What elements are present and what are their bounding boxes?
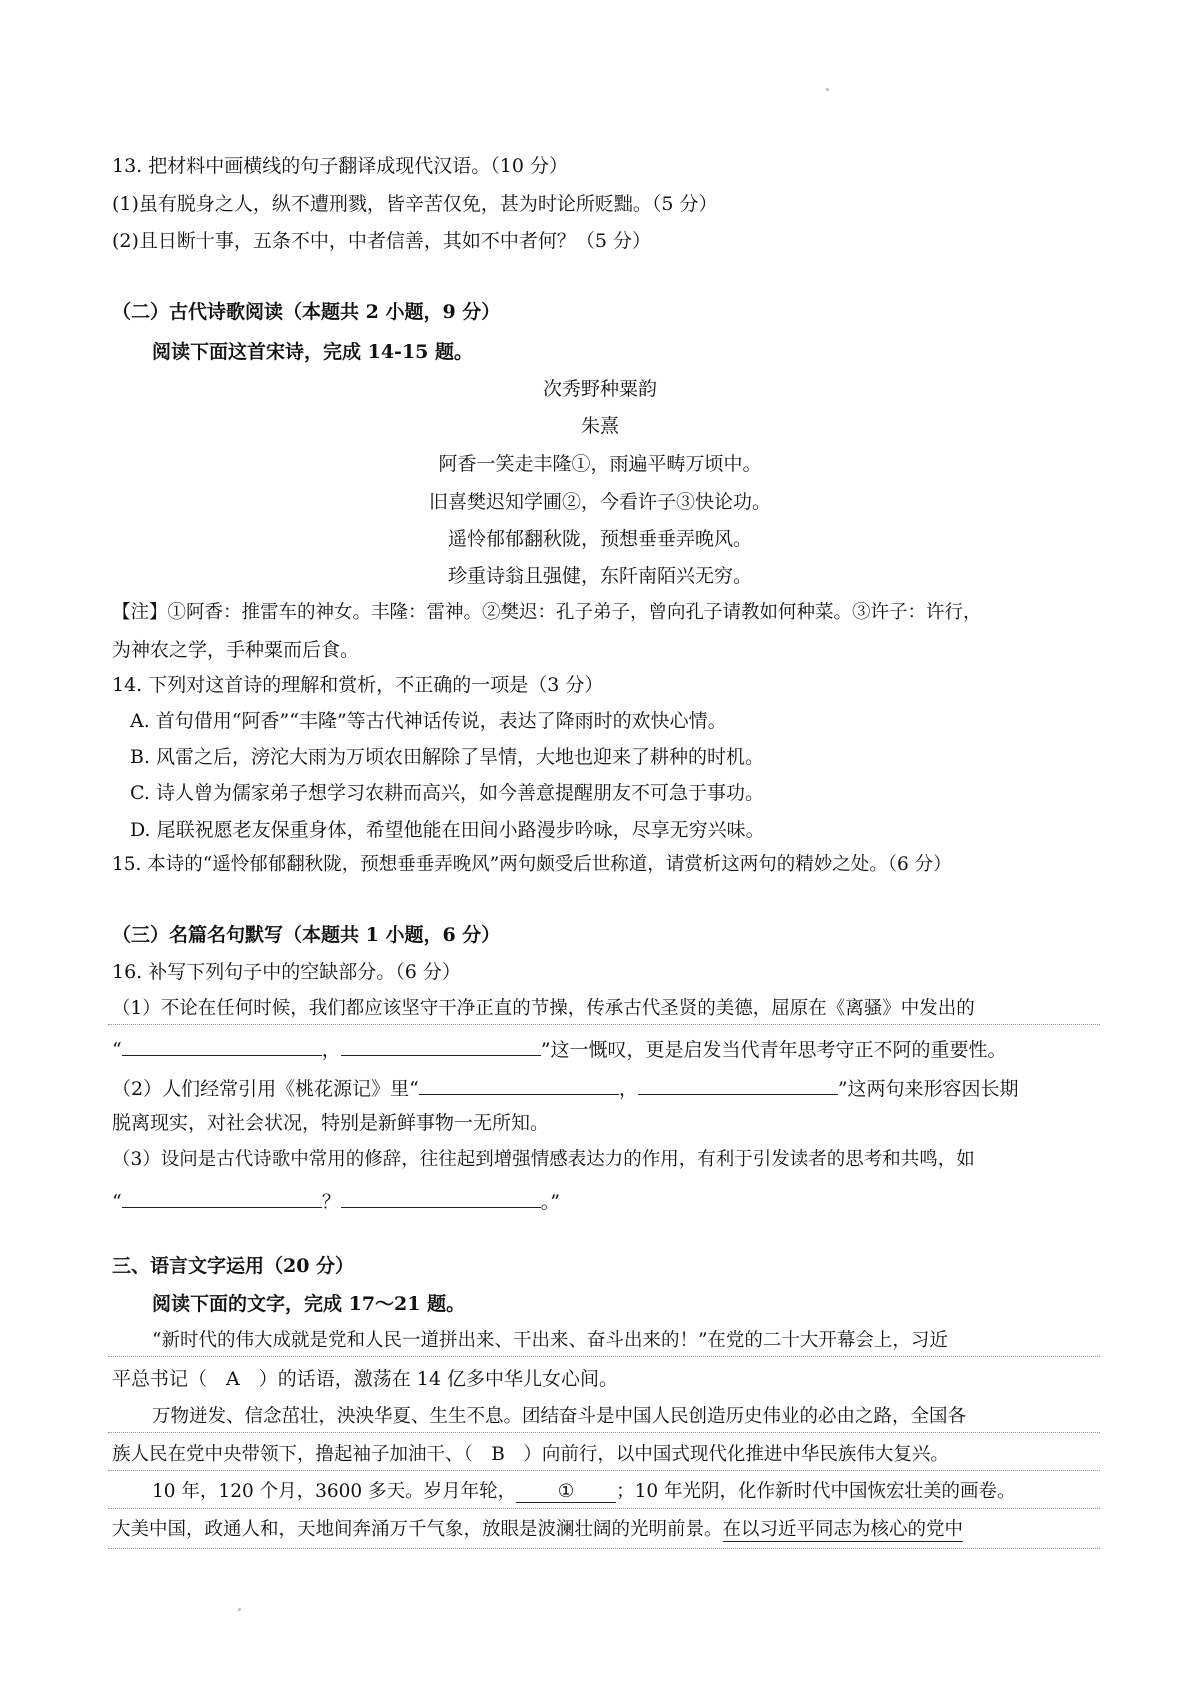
- poem-author: 朱熹: [580, 415, 619, 437]
- dotted-rule: [108, 1548, 1100, 1549]
- q16-part-3: （3）设问是古代诗歌中常用的修辞，往往起到增强情感表达力的作用，有利于引发读者的思考和共鸣，如: [112, 1149, 975, 1170]
- q16-part-1: （1）不论在任何时候，我们都应该坚守干净正直的节操，传承古代圣贤的美德，屈原在《离骚》中发出的: [112, 998, 975, 1019]
- poem-note-cont: 为神农之学，手种粟而后食。: [112, 639, 360, 661]
- open-quote: “: [112, 1039, 122, 1061]
- q14-option-d: D. 尾联祝愿老友保重身体，希望他能在田间小路漫步吟咏，尽享无穷兴味。: [130, 819, 765, 841]
- answer-blank[interactable]: [341, 1187, 541, 1208]
- question-mark: ？: [321, 1191, 341, 1213]
- q16-part-2-head: （2）人们经常引用《桃花源记》里“: [112, 1078, 419, 1100]
- close-quote: 。”: [540, 1191, 560, 1213]
- dotted-rule: [108, 1508, 1100, 1509]
- comma: ，: [618, 1078, 638, 1100]
- dotted-rule: [108, 1024, 1100, 1025]
- answer-blank[interactable]: [638, 1074, 838, 1095]
- passage-para-1-cont: 平总书记（ A ）的话语，激荡在 14 亿多中华儿女心间。: [112, 1368, 618, 1390]
- poem-note: 【注】①阿香：推雷车的神女。丰隆：雷神。②樊迟：孔子弟子，曾向孔子请教如何种菜。③许子：许行，: [112, 602, 982, 623]
- q14-title: 14. 下列对这首诗的理解和赏析，不正确的一项是（3 分）: [112, 674, 604, 696]
- q16-title: 16. 补写下列句子中的空缺部分。（6 分）: [112, 961, 461, 983]
- dotted-rule: [108, 1432, 1100, 1433]
- answer-blank[interactable]: [122, 1187, 322, 1208]
- answer-blank[interactable]: [419, 1074, 619, 1095]
- answer-blank[interactable]: [122, 1035, 322, 1056]
- passage-para-3-tail: ；10 年光阴，化作新时代中国恢宏壮美的画卷。: [616, 1481, 1016, 1502]
- section-3-heading: （三）名篇名句默写（本题共 1 小题，6 分）: [112, 924, 501, 946]
- underlined-sentence: 在以习近平同志为核心的党中: [722, 1519, 964, 1540]
- passage-para-2-cont: 族人民在党中央带领下，撸起袖子加油干、（ B ）向前行，以中国式现代化推进中华民族伟大复兴。: [112, 1444, 949, 1465]
- poem-line: 阿香一笑走丰隆①，雨遍平畴万顷中。: [438, 453, 762, 475]
- passage-para-3: [152, 1480, 1016, 1504]
- scan-speck: [826, 88, 829, 91]
- passage-para-1: “新时代的伟大成就是党和人民一道拼出来、干出来、奋斗出来的！”在党的二十大开幕会上，习近: [152, 1330, 948, 1351]
- dotted-rule: [108, 1356, 1100, 1357]
- passage-para-3-head: 10 年，120 个月，3600 多天。岁月年轮，: [152, 1481, 517, 1502]
- q14-option-a: A. 首句借用“阿香”“丰隆”等古代神话传说，表达了降雨时的欢快心情。: [130, 710, 727, 732]
- q13-sentence-1: (1)虽有脱身之人，纵不遭刑戮，皆辛苦仅免，甚为时论所贬黜。（5 分）: [112, 193, 718, 215]
- q16-part-1-blanks: [112, 1035, 1006, 1062]
- q15-title: 15. 本诗的“遥怜郁郁翻秋陇，预想垂垂弄晚风”两句颇受后世称道，请赏析这两句的精妙之处。（6 分）: [112, 854, 952, 875]
- open-quote: “: [112, 1191, 122, 1213]
- scan-speck: [238, 1608, 241, 1611]
- poem-title: 次秀野种粟韵: [542, 378, 657, 400]
- poem-line: 珍重诗翁且强健，东阡南陌兴无穷。: [447, 565, 752, 587]
- poem-line: 遥怜郁郁翻秋陇，预想垂垂弄晚风。: [447, 528, 752, 550]
- passage-para-4-text: 大美中国，政通人和，天地间奔涌万千气象，放眼是波澜壮阔的光明前景。: [112, 1519, 723, 1540]
- answer-blank[interactable]: [341, 1035, 541, 1056]
- section-2-heading: （二）古代诗歌阅读（本题共 2 小题，9 分）: [112, 301, 501, 323]
- passage-para-2: 万物迸发、信念茁壮，泱泱华夏、生生不息。团结奋斗是中国人民创造历史伟业的必由之路，全国各: [152, 1406, 967, 1427]
- passage-para-4: [112, 1518, 963, 1542]
- q14-option-b: B. 风雷之后，滂沱大雨为万顷农田解除了旱情，大地也迎来了耕种的时机。: [130, 746, 765, 768]
- q16-part-2-tail: ”这两句来形容因长期: [837, 1078, 1019, 1100]
- q16-part-2: [112, 1074, 1019, 1101]
- q16-part-2-cont: 脱离现实，对社会状况，特别是新鲜事物一无所知。: [112, 1112, 550, 1134]
- part-3-heading: 三、语言文字运用（20 分）: [112, 1255, 355, 1277]
- comma: ，: [321, 1039, 341, 1061]
- part-3-intro: 阅读下面的文字，完成 17～21 题。: [152, 1293, 466, 1315]
- q14-option-c: C. 诗人曾为儒家弟子想学习农耕而高兴，如今善意提醒朋友不可急于事功。: [130, 782, 764, 804]
- poem-line: 旧喜樊迟知学圃②，今看许子③快论功。: [428, 491, 771, 513]
- q16-part-3-blanks: [112, 1187, 560, 1214]
- q13-title: 13. 把材料中画横线的句子翻译成现代汉语。（10 分）: [112, 155, 568, 177]
- q16-part-1-tail: ”这一慨叹，更是启发当代青年思考守正不阿的重要性。: [540, 1039, 1007, 1061]
- dotted-rule: [108, 1470, 1100, 1471]
- section-2-intro: 阅读下面这首宋诗，完成 14-15 题。: [152, 341, 473, 363]
- q13-sentence-2: (2)且日断十事，五条不中，中者信善，其如不中者何？（5 分）: [112, 230, 652, 252]
- answer-blank-1[interactable]: ①: [516, 1480, 616, 1503]
